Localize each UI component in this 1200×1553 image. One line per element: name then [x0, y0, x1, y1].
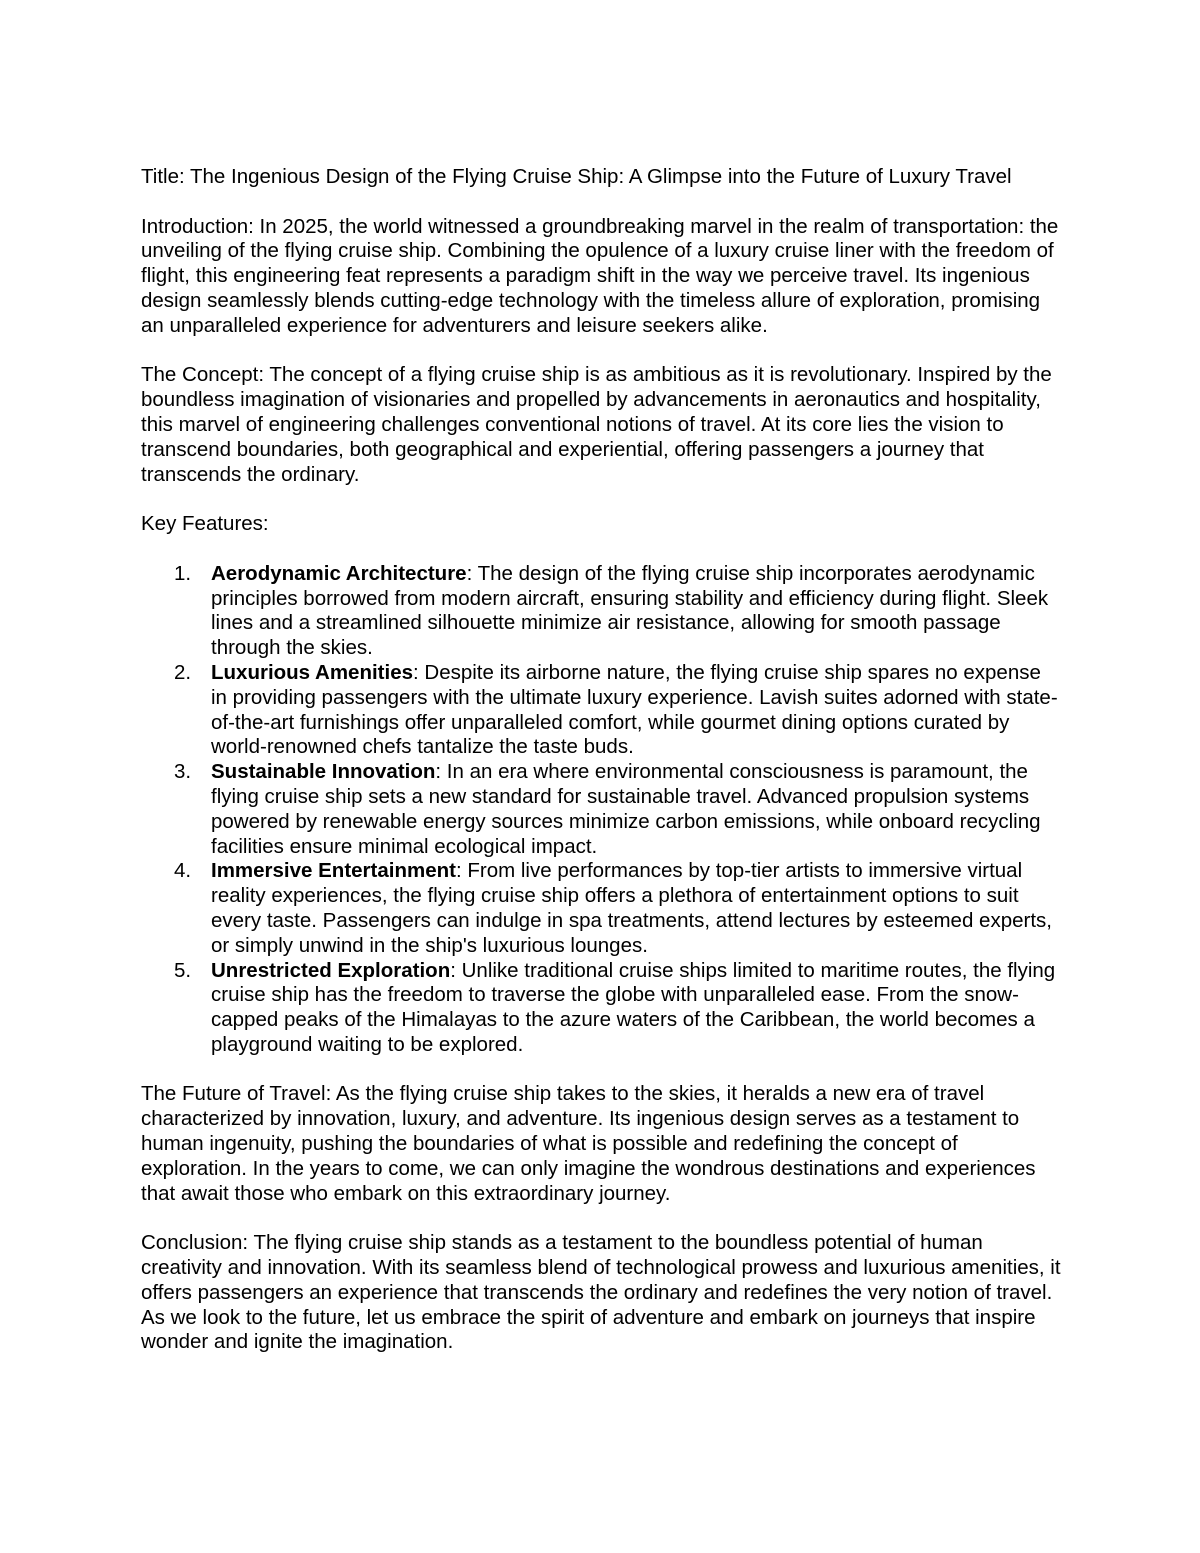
- feature-number: 2.: [174, 660, 192, 684]
- feature-item: [141, 661, 1061, 760]
- feature-number: 3.: [174, 760, 192, 784]
- concept-paragraph: The Concept: The concept of a flying cruise ship is as ambitious as it is revolutionary. Inspired by the boundless imagination of visionaries and propelled by advancements in aeronautics and hospitality, this marvel of engineering challenges conventional notions of travel. At its core lies the vision to transcend boundaries, both geographical and experiential, offering passengers a journey that transcends the ordinary.: [141, 363, 1052, 486]
- document-page: [141, 165, 1061, 1380]
- introduction-paragraph: Introduction: In 2025, the world witnessed a groundbreaking marvel in the realm of transportation: the unveiling of the flying cruise ship. Combining the opulence of a luxury cruise liner with the freedom of flight, this engineering feat represents a paradigm shift in the way we perceive travel. Its ingenious design seamlessly blends cutting-edge technology with the timeless allure of exploration, promising an unparalleled experience for adventurers and leisure seekers alike.: [141, 214, 1059, 337]
- feature-item: [141, 959, 1061, 1058]
- feature-item: [141, 562, 1061, 661]
- feature-text: : Despite its airborne nature, the flying cruise ship spares no expense in providing passengers with the ultimate luxury experience. Lavish suites adorned with state-of-the-art furnishings offer unparalleled comfort, while gourmet dining options curated by world-renowned chefs tantalize the taste buds.: [211, 660, 1058, 759]
- feature-item: [141, 859, 1061, 958]
- feature-term: Luxurious Amenities: [211, 660, 413, 684]
- feature-term: Immersive Entertainment: [211, 859, 456, 883]
- key-features-heading: Key Features:: [141, 512, 269, 536]
- title-paragraph: Title: The Ingenious Design of the Flying Cruise Ship: A Glimpse into the Future of Luxury Travel: [141, 165, 1012, 188]
- feature-number: 4.: [174, 859, 192, 883]
- feature-text: : From live performances by top-tier artists to immersive virtual reality experiences, the flying cruise ship offers a plethora of entertainment options to suit every taste. Passengers can indulge in spa treatments, attend lectures by esteemed experts, or simply unwind in the ship's luxurious lounges.: [211, 859, 1052, 957]
- feature-number: 5.: [174, 958, 192, 982]
- future-of-travel-paragraph: The Future of Travel: As the flying cruise ship takes to the skies, it heralds a new era of travel characterized by innovation, luxury, and adventure. Its ingenious design serves as a testament to human ingenuity, pushing the boundaries of what is possible and redefining the concept of exploration. In the years to come, we can only imagine the wondrous destinations and experiences that await those who embark on this extraordinary journey.: [141, 1082, 1036, 1205]
- conclusion-paragraph: Conclusion: The flying cruise ship stands as a testament to the boundless potential of human creativity and innovation. With its seamless blend of technological prowess and luxurious amenities, it offers passengers an experience that transcends the ordinary and redefines the very notion of travel. As we look to the future, let us embrace the spirit of adventure and embark on journeys that inspire wonder and ignite the imagination.: [141, 1231, 1061, 1354]
- feature-number: 1.: [174, 561, 192, 585]
- feature-term: Sustainable Innovation: [211, 760, 436, 784]
- feature-item: [141, 760, 1061, 859]
- feature-term: Aerodynamic Architecture: [211, 561, 467, 585]
- feature-text: : Unlike traditional cruise ships limited to maritime routes, the flying cruise ship has the freedom to traverse the globe with unparalleled ease. From the snow-capped peaks of the Himalayas to the azure waters of the Caribbean, the world becomes a playground waiting to be explored.: [211, 958, 1056, 1056]
- feature-term: Unrestricted Exploration: [211, 958, 451, 982]
- feature-text: : In an era where environmental consciousness is paramount, the flying cruise ship sets a new standard for sustainable travel. Advanced propulsion systems powered by renewable energy sources minimize carbon emissions, while onboard recycling facilities ensure minimal ecological impact.: [211, 760, 1041, 858]
- feature-text: : The design of the flying cruise ship incorporates aerodynamic principles borrowed from modern aircraft, ensuring stability and efficiency during flight. Sleek lines and a streamlined silhouette minimize air resistance, allowing for smooth passage through the skies.: [211, 561, 1049, 660]
- key-features-list: [141, 562, 1061, 1058]
